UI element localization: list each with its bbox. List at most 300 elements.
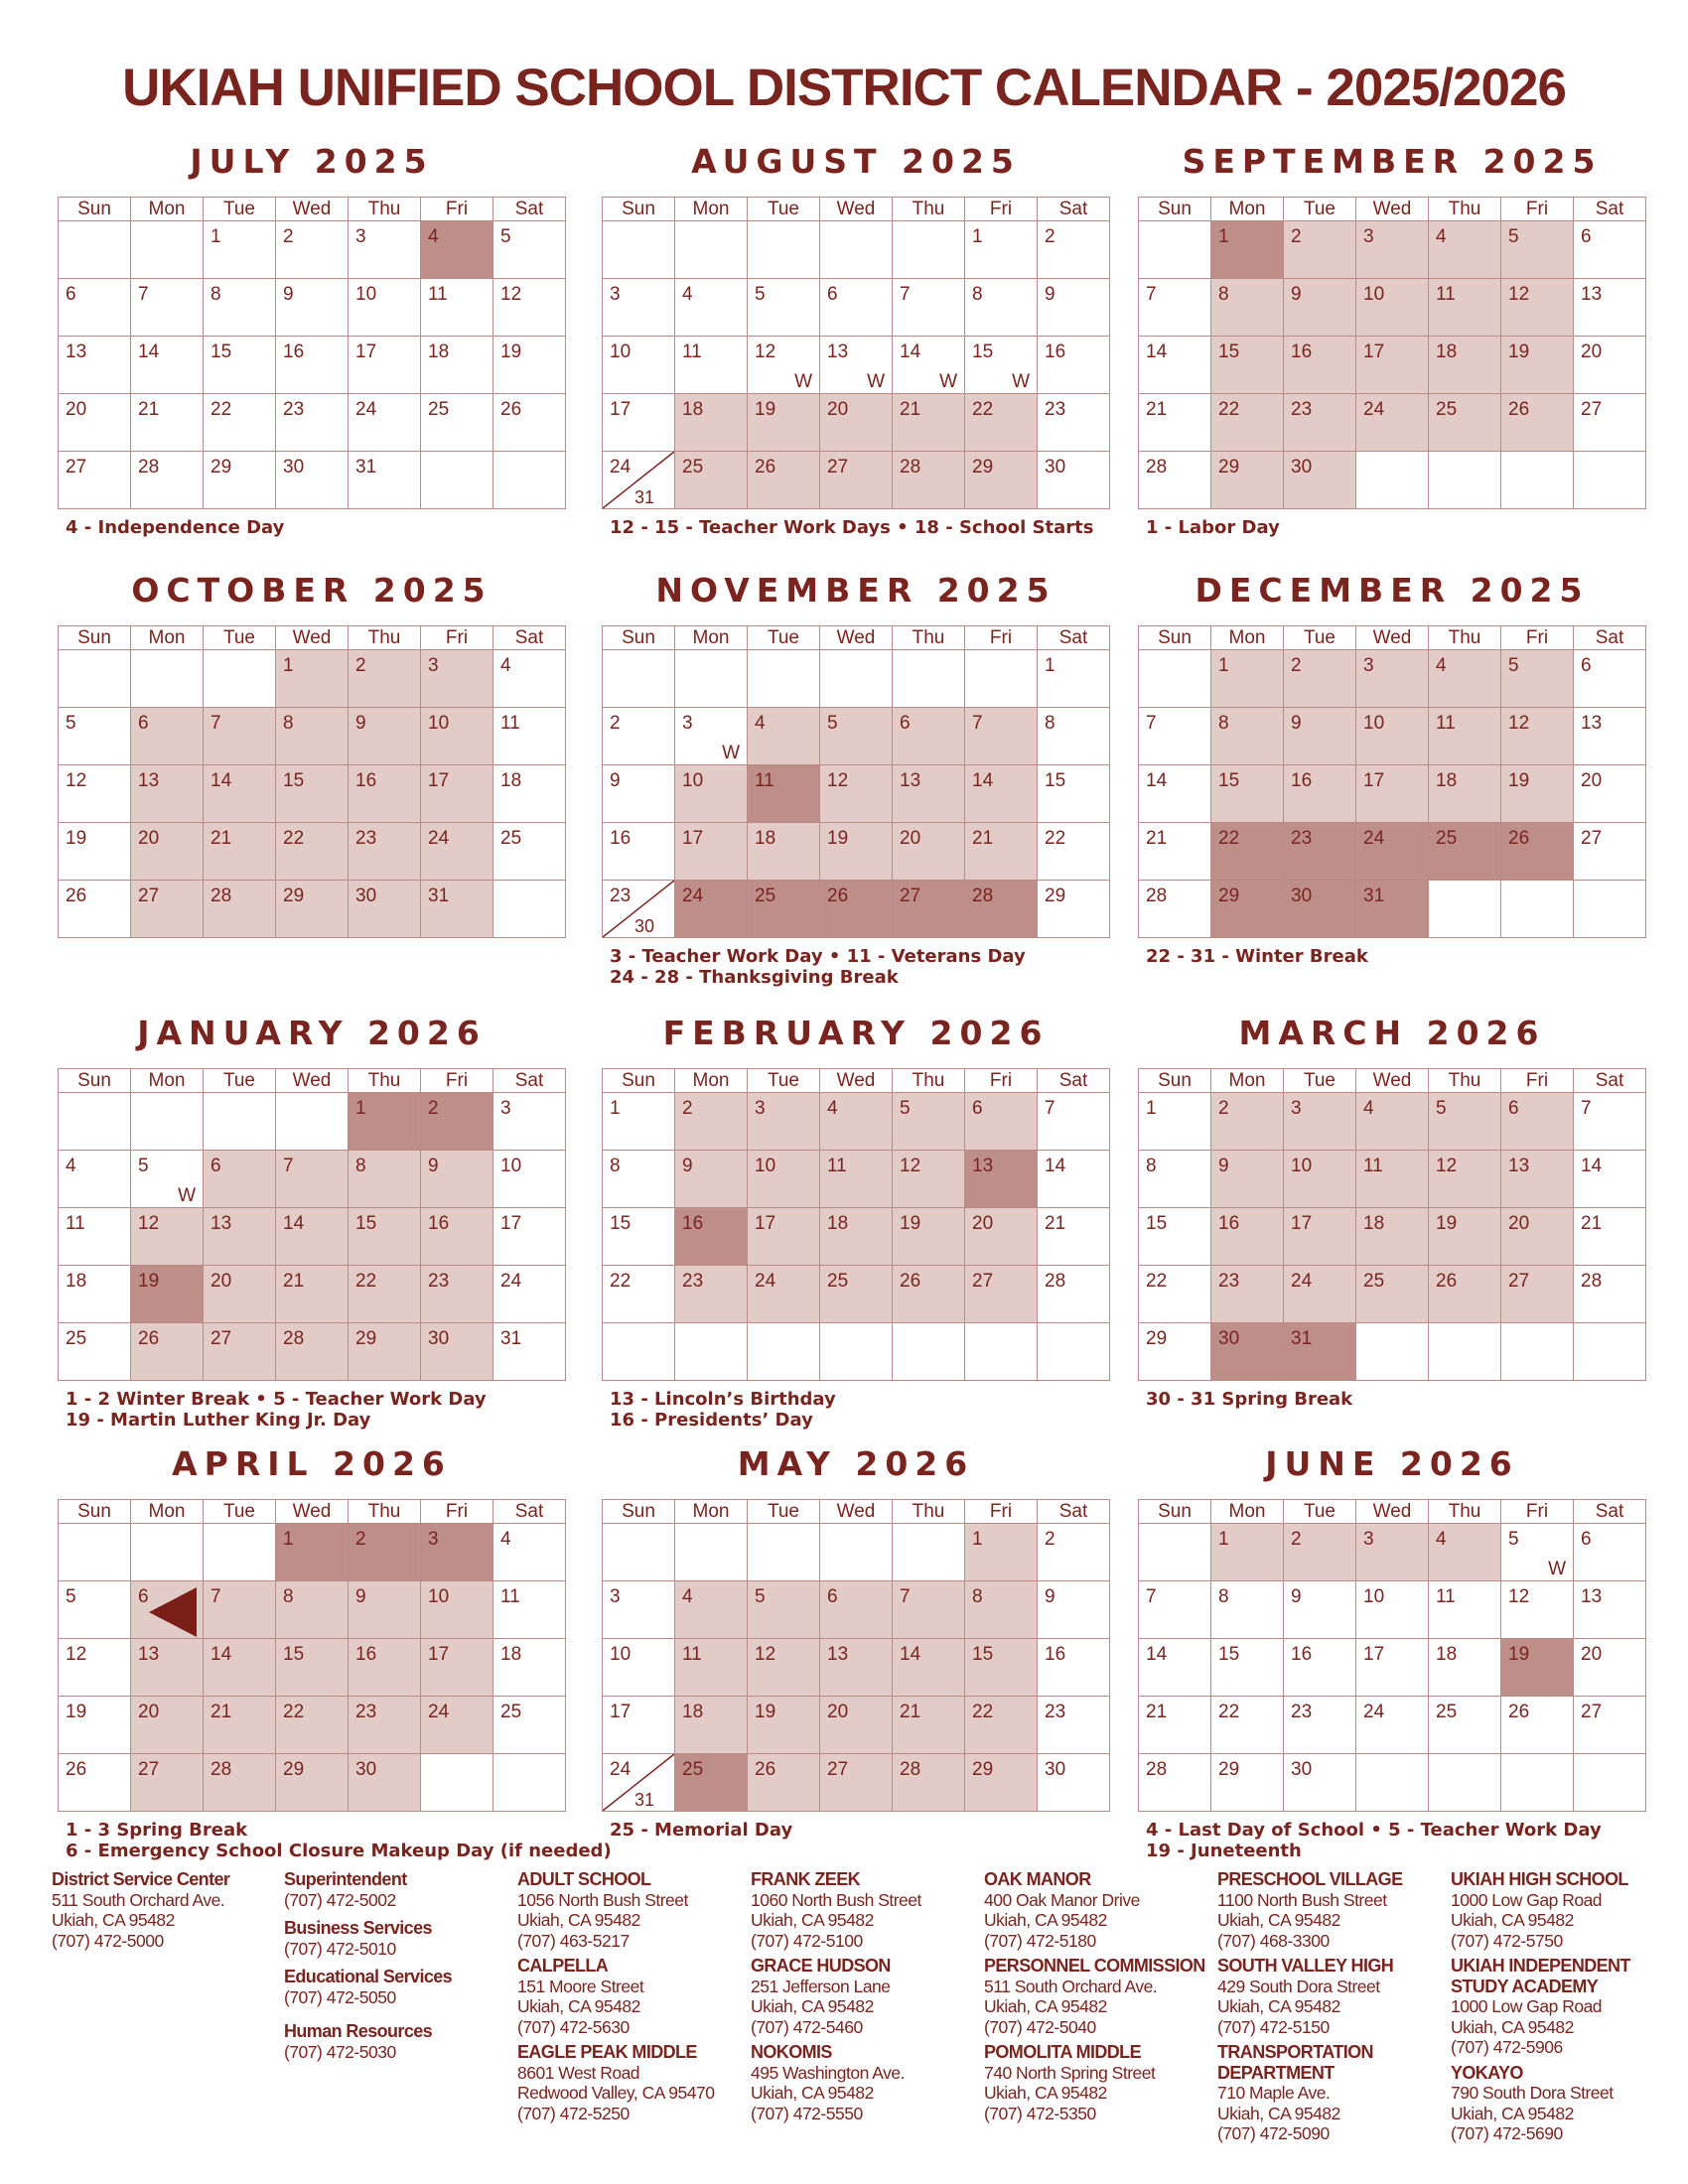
directory-entry-line: 251 Jefferson Lane [751, 1976, 891, 1996]
day-cell [493, 1581, 566, 1639]
day-cell [59, 279, 131, 337]
weekday-label: Fri [965, 1500, 1038, 1524]
day-cell [1211, 452, 1284, 509]
day-cell [276, 1524, 349, 1581]
day-cell [276, 1208, 349, 1266]
day-cell [493, 823, 566, 881]
day-number: 10 [428, 1586, 450, 1607]
day-cell [421, 881, 493, 938]
day-number: 23 [1291, 828, 1313, 849]
day-cell [603, 1697, 675, 1754]
empty-cell [59, 221, 131, 279]
day-cell [1284, 1323, 1356, 1381]
week-row [603, 1266, 1110, 1323]
day-cell [1139, 1266, 1211, 1323]
day-number: 7 [1146, 284, 1157, 305]
day-cell [820, 1093, 893, 1151]
day-number: 23 [610, 886, 632, 906]
day-number: 19 [1436, 1213, 1458, 1234]
week-row [1139, 279, 1646, 337]
day-cell [603, 1581, 675, 1639]
day-cell [748, 452, 820, 509]
day-number: 27 [1581, 1702, 1603, 1722]
month-note: 22 - 31 - Winter Break [1146, 946, 1368, 967]
day-cell [59, 1208, 131, 1266]
day-number: 20 [66, 399, 87, 420]
month-table [602, 1499, 1110, 1812]
directory-entry-name: YOKAYO [1451, 2062, 1523, 2083]
day-cell [421, 765, 493, 823]
day-number: 5 [827, 713, 838, 734]
day-number: 7 [900, 284, 911, 305]
day-number: 15 [1146, 1213, 1168, 1234]
day-cell [748, 1151, 820, 1208]
week-row [1139, 1524, 1646, 1581]
day-cell [893, 1639, 965, 1697]
day-number: 4 [66, 1156, 76, 1176]
weekday-label: Thu [893, 1500, 965, 1524]
weekday-header [59, 198, 566, 221]
directory-entry [284, 1918, 504, 1959]
day-number: 19 [500, 341, 522, 362]
empty-cell [59, 1524, 131, 1581]
week-row [603, 1754, 1110, 1812]
day-cell [59, 337, 131, 394]
empty-cell [493, 881, 566, 938]
directory-entry-line: (707) 472-5050 [284, 1986, 396, 2007]
empty-cell [893, 221, 965, 279]
day-number: 23 [428, 1271, 450, 1292]
day-number: 8 [972, 284, 983, 305]
day-number: 16 [682, 1213, 704, 1234]
day-number: 10 [500, 1156, 522, 1176]
day-number: 11 [1436, 1586, 1456, 1607]
month-table [1138, 1068, 1646, 1381]
day-number: 30 [1218, 1328, 1240, 1349]
directory-entry-name: District Service Center [52, 1869, 230, 1889]
directory-entry-line: Ukiah, CA 95482 [1451, 2016, 1574, 2037]
empty-cell [603, 221, 675, 279]
weekday-label: Sat [1574, 198, 1646, 221]
weekday-label: Wed [820, 198, 893, 221]
day-cell [1139, 1697, 1211, 1754]
empty-cell [1574, 1754, 1646, 1812]
day-cell [1356, 650, 1429, 708]
directory-column [751, 1869, 974, 2128]
day-number: 23 [355, 828, 377, 849]
day-cell [965, 1639, 1038, 1697]
day-cell [748, 765, 820, 823]
month-table [602, 197, 1110, 509]
day-number: 29 [283, 886, 305, 906]
day-number: 8 [1146, 1156, 1157, 1176]
day-cell [603, 1639, 675, 1697]
day-number: 23 [1218, 1271, 1240, 1292]
day-cell [1501, 1093, 1574, 1151]
directory-entry-line: Ukiah, CA 95482 [1217, 1910, 1340, 1930]
day-cell [1574, 1266, 1646, 1323]
day-cell [965, 1581, 1038, 1639]
day-cell [493, 394, 566, 452]
month-note: 12 - 15 - Teacher Work Days • 18 - School Starts [610, 517, 1094, 538]
directory-entry-name: OAK MANOR [984, 1869, 1091, 1889]
day-number: 16 [1218, 1213, 1240, 1234]
day-cell [1038, 823, 1110, 881]
week-row [603, 881, 1110, 938]
day-number: 26 [1508, 1702, 1530, 1722]
day-number: 16 [1045, 1644, 1066, 1665]
day-cell [1356, 279, 1429, 337]
empty-cell [204, 650, 276, 708]
directory-entry-line: Ukiah, CA 95482 [1451, 1910, 1574, 1930]
day-cell [965, 337, 1038, 394]
day-number: 23 [355, 1702, 377, 1722]
day-cell [1501, 279, 1574, 337]
weekday-label: Sun [59, 198, 131, 221]
day-number: 25 [827, 1271, 849, 1292]
day-cell [1284, 1266, 1356, 1323]
day-number: 8 [610, 1156, 621, 1176]
day-cell [748, 1266, 820, 1323]
day-number: 6 [1581, 1529, 1592, 1550]
day-number: 7 [1146, 713, 1157, 734]
day-number: 22 [1218, 1702, 1240, 1722]
day-cell [1356, 337, 1429, 394]
day-cell [603, 394, 675, 452]
directory-entry [1451, 2063, 1674, 2144]
day-cell [1356, 1151, 1429, 1208]
day-cell [493, 1323, 566, 1381]
weekday-label: Mon [131, 1500, 204, 1524]
day-cell [421, 1266, 493, 1323]
week-row [603, 1323, 1110, 1381]
day-cell [1356, 1266, 1429, 1323]
day-cell [349, 1524, 421, 1581]
day-cell [349, 1208, 421, 1266]
teacher-work-day-mark: W [1012, 371, 1030, 392]
day-number: 6 [827, 1586, 838, 1607]
day-number: 3 [682, 713, 693, 734]
day-number: 12 [827, 770, 849, 791]
month-calendar [58, 1011, 566, 1431]
directory-entry-name: UKIAH INDEPENDENT STUDY ACADEMY [1451, 1956, 1630, 1996]
day-cell [493, 1639, 566, 1697]
day-cell [675, 1639, 748, 1697]
day-cell [675, 1093, 748, 1151]
directory-entry-line: (707) 472-5906 [1451, 2037, 1563, 2057]
day-number: 1 [1045, 655, 1055, 676]
day-cell [965, 1524, 1038, 1581]
day-cell [1501, 765, 1574, 823]
day-cell [1356, 823, 1429, 881]
day-cell [349, 650, 421, 708]
empty-cell [131, 221, 204, 279]
day-number: 13 [827, 1644, 849, 1665]
day-cell [493, 1151, 566, 1208]
day-number: 2 [1218, 1098, 1229, 1119]
day-number: 23 [283, 399, 305, 420]
day-cell [349, 1093, 421, 1151]
day-number: 22 [211, 399, 232, 420]
directory-entry [517, 1956, 741, 2037]
day-cell [59, 1266, 131, 1323]
day-cell [204, 765, 276, 823]
weekday-label: Fri [965, 626, 1038, 650]
week-row [603, 1581, 1110, 1639]
day-number: 20 [827, 1702, 849, 1722]
day-number: 15 [1218, 1644, 1240, 1665]
month-calendar [1138, 139, 1646, 538]
directory-entry-line: (707) 472-5000 [52, 1930, 164, 1951]
day-number: 10 [1291, 1156, 1313, 1176]
day-cell [1211, 1323, 1284, 1381]
day-cell [893, 394, 965, 452]
day-number: 16 [428, 1213, 450, 1234]
day-number: 24 [1363, 828, 1385, 849]
day-number: 7 [211, 713, 221, 734]
day-cell [421, 823, 493, 881]
day-cell [748, 1754, 820, 1812]
day-number: 25 [500, 828, 522, 849]
day-cell [493, 337, 566, 394]
day-number: 11 [755, 770, 774, 791]
day-cell [131, 1208, 204, 1266]
day-number: 10 [755, 1156, 776, 1176]
day-number: 22 [972, 399, 994, 420]
day-cell [1356, 394, 1429, 452]
weekday-label: Sat [1038, 1069, 1110, 1093]
day-cell [493, 1524, 566, 1581]
weekday-label: Sat [1574, 626, 1646, 650]
weekday-label: Sat [1038, 626, 1110, 650]
month-note: 1 - 3 Spring Break [66, 1820, 248, 1841]
month-calendar [1138, 1441, 1646, 1861]
day-cell [1574, 1581, 1646, 1639]
weekday-label: Fri [1501, 1500, 1574, 1524]
day-number: 26 [66, 886, 87, 906]
day-cell [276, 1754, 349, 1812]
day-cell [675, 394, 748, 452]
day-cell [965, 1093, 1038, 1151]
day-number: 13 [138, 1644, 160, 1665]
day-cell [1501, 1208, 1574, 1266]
day-cell [675, 823, 748, 881]
day-cell [748, 279, 820, 337]
day-number: 8 [283, 713, 294, 734]
directory-entry-line: 8601 West Road [517, 2062, 640, 2083]
day-cell [131, 1323, 204, 1381]
day-number: 10 [610, 341, 632, 362]
day-cell [1356, 1093, 1429, 1151]
week-row [1139, 1581, 1646, 1639]
directory-column [984, 1869, 1207, 2128]
day-cell [675, 452, 748, 509]
day-number: 17 [610, 399, 632, 420]
day-number: 9 [1291, 284, 1302, 305]
day-number: 20 [211, 1271, 232, 1292]
day-cell [204, 1323, 276, 1381]
day-cell [204, 221, 276, 279]
day-cell [131, 1697, 204, 1754]
directory-entry [984, 1956, 1207, 2037]
day-cell [349, 1639, 421, 1697]
week-row [603, 1093, 1110, 1151]
weekday-header [59, 1069, 566, 1093]
directory-entry [751, 1956, 974, 2037]
day-number: 16 [355, 770, 377, 791]
weekday-label: Thu [1429, 198, 1501, 221]
week-row [1139, 881, 1646, 938]
day-cell [893, 823, 965, 881]
day-number: 3 [500, 1098, 511, 1119]
week-row [1139, 452, 1646, 509]
day-number: 17 [682, 828, 704, 849]
day-number: 2 [610, 713, 621, 734]
day-number: 28 [1146, 886, 1168, 906]
day-number: 9 [1045, 284, 1055, 305]
day-number: 27 [827, 1759, 849, 1780]
day-number: 22 [1045, 828, 1066, 849]
day-number: 22 [972, 1702, 994, 1722]
directory-entry [517, 1869, 741, 1951]
week-row [1139, 1697, 1646, 1754]
day-cell [1429, 1266, 1501, 1323]
empty-cell [1429, 1754, 1501, 1812]
day-cell [59, 708, 131, 765]
month-note: 16 - Presidents’ Day [610, 1410, 813, 1431]
week-row [603, 337, 1110, 394]
teacher-work-day-mark: W [794, 371, 812, 392]
directory-entry-name: UKIAH HIGH SCHOOL [1451, 1869, 1628, 1889]
empty-cell [893, 1524, 965, 1581]
day-cell [893, 337, 965, 394]
day-number: 17 [428, 770, 450, 791]
day-cell [1038, 221, 1110, 279]
day-number: 19 [827, 828, 849, 849]
day-number: 30 [1291, 886, 1313, 906]
directory-entry [751, 1869, 974, 1951]
day-number: 5 [500, 226, 511, 247]
day-number: 11 [827, 1156, 847, 1176]
day-number: 30 [283, 457, 305, 478]
empty-cell [131, 650, 204, 708]
day-number: 4 [1436, 655, 1447, 676]
weekday-label: Fri [965, 198, 1038, 221]
day-number: 20 [1581, 770, 1603, 791]
day-number: 5 [1436, 1098, 1447, 1119]
day-cell [1429, 765, 1501, 823]
day-cell [1211, 1151, 1284, 1208]
weekday-label: Wed [1356, 626, 1429, 650]
day-cell [1038, 1581, 1110, 1639]
day-number: 12 [1508, 1586, 1530, 1607]
directory-entry-line: (707) 472-5030 [284, 2041, 396, 2062]
day-cell [1356, 1581, 1429, 1639]
day-cell [1211, 1524, 1284, 1581]
directory-entry-line: (707) 472-5150 [1217, 2016, 1330, 2037]
day-number: 19 [755, 399, 776, 420]
week-row [603, 708, 1110, 765]
weekday-label: Fri [1501, 1069, 1574, 1093]
empty-cell [421, 452, 493, 509]
day-cell [204, 881, 276, 938]
day-number: 5 [138, 1156, 149, 1176]
weekday-label: Fri [421, 1069, 493, 1093]
week-row [1139, 1093, 1646, 1151]
day-number: 14 [1045, 1156, 1066, 1176]
day-number: 25 [66, 1328, 87, 1349]
directory-entry-line: Ukiah, CA 95482 [1217, 1996, 1340, 2016]
month-name: NOVEMBER 2025 [655, 571, 1056, 610]
empty-cell [59, 1093, 131, 1151]
day-number: 1 [972, 226, 983, 247]
weekday-label: Thu [1429, 626, 1501, 650]
week-row [603, 1639, 1110, 1697]
day-cell [276, 1323, 349, 1381]
day-number: 9 [428, 1156, 439, 1176]
day-cell [893, 1697, 965, 1754]
teacher-work-day-mark: W [1548, 1559, 1566, 1579]
week-row [1139, 650, 1646, 708]
day-number: 16 [1291, 1644, 1313, 1665]
day-cell [1574, 337, 1646, 394]
day-number: 10 [355, 284, 377, 305]
day-cell [276, 452, 349, 509]
day-cell [1284, 1581, 1356, 1639]
day-number: 25 [682, 457, 704, 478]
empty-cell [1501, 1754, 1574, 1812]
day-number: 15 [972, 341, 994, 362]
day-number: 2 [1291, 226, 1302, 247]
day-cell [1038, 1639, 1110, 1697]
day-number: 4 [682, 1586, 693, 1607]
month-note: 1 - 2 Winter Break • 5 - Teacher Work Day [66, 1389, 487, 1410]
weekday-label: Fri [421, 1500, 493, 1524]
day-number: 15 [610, 1213, 632, 1234]
day-number: 3 [1363, 655, 1374, 676]
day-number: 12 [1508, 713, 1530, 734]
weekday-label: Wed [276, 1500, 349, 1524]
day-number: 17 [428, 1644, 450, 1665]
day-number: 4 [500, 1529, 511, 1550]
month-calendar [58, 1441, 612, 1861]
day-number: 13 [1581, 1586, 1603, 1607]
day-number: 3 [428, 1529, 439, 1550]
day-number: 17 [1363, 341, 1385, 362]
empty-cell [675, 650, 748, 708]
day-number: 20 [138, 828, 160, 849]
day-cell [1139, 708, 1211, 765]
directory-entry-line: (707) 472-5180 [984, 1930, 1096, 1951]
directory-entry-line: 1060 North Bush Street [751, 1889, 921, 1910]
day-cell [1574, 394, 1646, 452]
day-cell [965, 708, 1038, 765]
week-row [59, 823, 566, 881]
day-number: 26 [1436, 1271, 1458, 1292]
day-number: 3 [355, 226, 366, 247]
day-cell [204, 1581, 276, 1639]
day-cell [204, 279, 276, 337]
day-number: 15 [972, 1644, 994, 1665]
day-number: 13 [1581, 713, 1603, 734]
day-cell [1284, 1754, 1356, 1812]
day-number: 22 [1146, 1271, 1168, 1292]
week-row [59, 1524, 566, 1581]
day-cell [1429, 1524, 1501, 1581]
weekday-label: Mon [131, 1069, 204, 1093]
directory-entry-line: Ukiah, CA 95482 [984, 2083, 1107, 2103]
directory-entry-line: (707) 472-5350 [984, 2103, 1096, 2123]
